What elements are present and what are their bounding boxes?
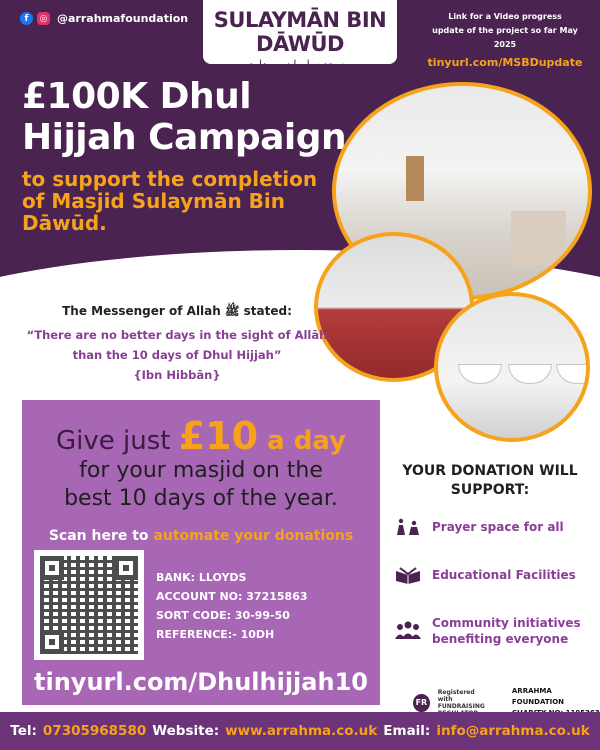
- give-line: [22, 414, 380, 458]
- tel-label: Tel:: [10, 723, 37, 739]
- scan-prefix: Scan here to: [48, 528, 154, 544]
- video-update-block: [420, 10, 590, 70]
- account-number: ACCOUNT NO: 37215863: [156, 590, 308, 603]
- donation-panel: [22, 400, 380, 705]
- sink-shape: [508, 364, 552, 384]
- support-item-community: [394, 615, 582, 647]
- fundraising-regulator-icon: FR: [413, 694, 430, 712]
- email-label: Email:: [383, 723, 431, 739]
- video-text-1: Link for a Video progress: [448, 12, 562, 21]
- video-text-2: update of the project so far May 2025: [432, 26, 578, 49]
- give-line-2: for your masjid on the: [79, 458, 323, 483]
- logo-text: SULAYMĀN BIN DĀWŪD: [213, 8, 387, 56]
- campaign-title: £100K Dhul Hijjah Campaign: [22, 76, 347, 158]
- email-value[interactable]: info@arrahma.co.uk: [436, 723, 590, 739]
- prayer-icon: [394, 518, 422, 536]
- qr-finder: [114, 556, 138, 580]
- give-per-day: a day: [258, 426, 346, 456]
- quote-source: {Ibn Hibbān}: [133, 368, 221, 382]
- regulator-line-2: FUNDRAISING: [437, 702, 485, 710]
- sink-shape: [556, 364, 590, 384]
- scan-line: [22, 528, 380, 544]
- video-link[interactable]: tinyurl.com/MSBDupdate: [427, 56, 583, 69]
- quote-text: “There are no better days in the sight of Allāh than the 10 days of Dhul Hijjah”: [26, 328, 328, 362]
- support-item-education: [394, 566, 582, 584]
- sort-code: SORT CODE: 30-99-50: [156, 609, 290, 622]
- reference: REFERENCE:- 10DH: [156, 628, 275, 641]
- logo-arabic: مسجد سليمان بن داود: [248, 58, 352, 71]
- qr-pattern: [40, 556, 138, 654]
- quote-lead: The Messenger of Allah ﷺ stated:: [62, 304, 292, 318]
- instagram-icon[interactable]: ◎: [37, 12, 50, 25]
- scan-highlight: automate your donations: [153, 528, 354, 544]
- support-label: Prayer space for all: [432, 520, 564, 534]
- support-label: Educational Facilities: [432, 568, 576, 582]
- campaign-subtitle: to support the completion of Masjid Sulaymān Bin Dāwūd.: [22, 167, 318, 235]
- hadith-quote: [22, 304, 332, 385]
- support-title: YOUR DONATION WILL SUPPORT:: [402, 463, 578, 498]
- give-amount: £10: [178, 414, 259, 458]
- website-label: Website:: [152, 723, 220, 739]
- donation-qr-code[interactable]: [34, 550, 144, 660]
- support-item-prayer: [394, 518, 582, 536]
- support-label: Community initiatives benefiting everyone: [432, 616, 581, 646]
- boxes-shape: [511, 211, 566, 266]
- regulator-line-1: Registered with: [437, 688, 475, 703]
- give-prefix: Give just: [55, 426, 179, 456]
- facebook-icon[interactable]: f: [20, 12, 33, 25]
- tel-value[interactable]: 07305968580: [42, 723, 147, 739]
- donation-link[interactable]: tinyurl.com/Dhulhijjah10: [34, 668, 368, 696]
- website-value[interactable]: www.arrahma.co.uk: [225, 723, 378, 739]
- contact-footer: [0, 712, 600, 750]
- door-shape: [406, 156, 424, 201]
- sink-shape: [458, 364, 502, 384]
- wudu-sinks-photo: [434, 292, 590, 442]
- bank-details: [156, 568, 308, 644]
- masjid-logo: [203, 0, 397, 71]
- community-icon: [394, 621, 422, 641]
- give-line-3: best 10 days of the year.: [64, 486, 338, 511]
- social-handle: @arrahmafoundation: [57, 12, 189, 25]
- bank-name: BANK: LLOYDS: [156, 571, 247, 584]
- qr-finder: [40, 556, 64, 580]
- qr-finder: [40, 630, 64, 654]
- charity-name: ARRAHMA FOUNDATION: [511, 687, 565, 706]
- social-handle-row[interactable]: [20, 12, 188, 25]
- quran-icon: [394, 566, 422, 584]
